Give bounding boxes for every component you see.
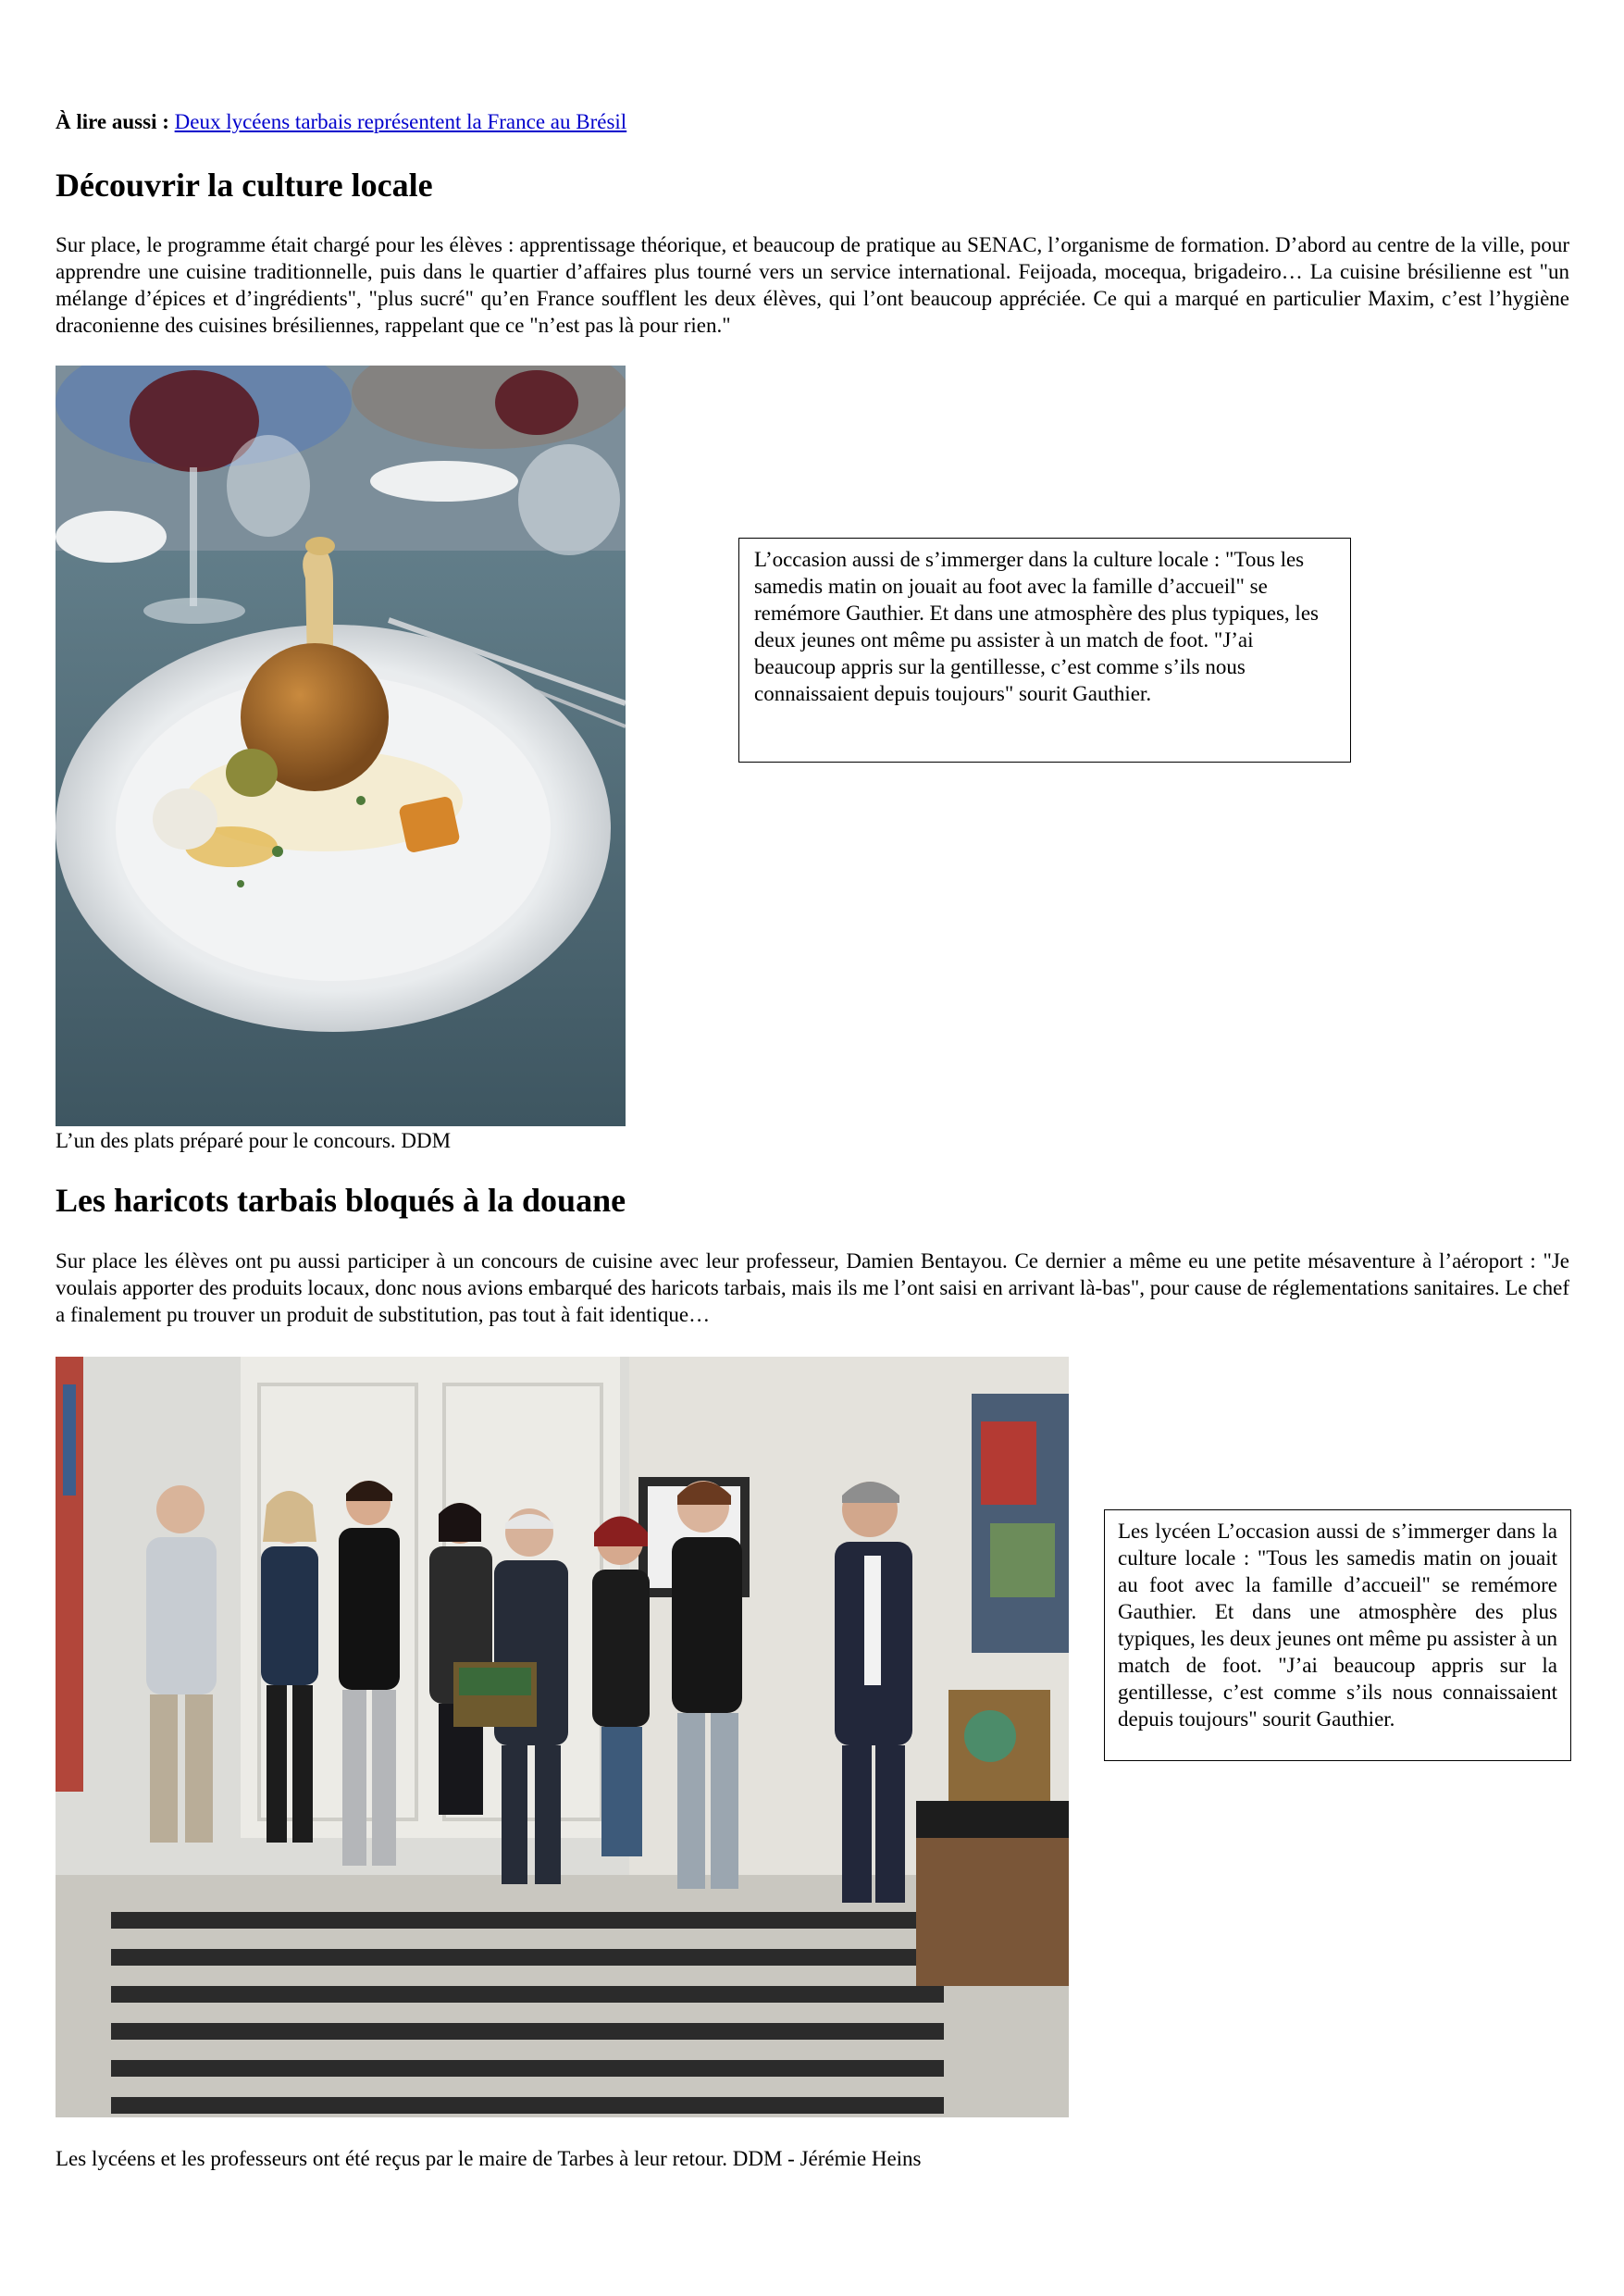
quote-box-lyceens-text: Les lycéen L’occasion aussi de s’immerger dans la culture locale : "Tous les samedis matin on jouait au foot avec la famille d’accueil" se remémore Gauthier. Et dans une atmosphère des plus typiques, les deux jeunes ont même pu assister à un match de foot. "J’ai beaucoup appris sur la gentillesse, c’est comme s’ils nous connaissaient depuis toujours" sourit Gauthier.	[1118, 1520, 1557, 1731]
dish-photo	[56, 366, 626, 1126]
quote-box-immersion	[738, 538, 1351, 763]
section-heading-culture: Découvrir la culture locale	[56, 167, 433, 204]
quote-box-lyceens	[1104, 1509, 1571, 1761]
read-also	[56, 108, 1573, 136]
section-paragraph-haricots: Sur place les élèves ont pu aussi participer à un concours de cuisine avec leur professeur, Damien Bentayou. Ce dernier a même eu une petite mésaventure à l’aéroport : "Je voulais apporter des produits locaux, donc nous avions embarqué des haricots tarbais, mais ils me l’ont saisi en arrivant là-bas", pour cause de réglementations sanitaires. Le chef a finalement pu trouver un produit de substitution, pas tout à fait identique…	[56, 1249, 1569, 1326]
section-heading-haricots: Les haricots tarbais bloqués à la douane	[56, 1182, 626, 1219]
group-photo	[56, 1357, 1069, 2117]
quote-box-immersion-text: L’occasion aussi de s’immerger dans la culture locale : "Tous les samedis matin on jouait au foot avec la famille d’accueil" se remémore Gauthier. Et dans une atmosphère des plus typiques, les deux jeunes ont même pu assister à un match de foot. "J’ai beaucoup appris sur la gentillesse, c’est comme s’ils nous connaissaient depuis toujours" sourit Gauthier.	[754, 548, 1319, 705]
dish-photo-caption: L’un des plats préparé pour le concours. DDM	[56, 1129, 452, 1152]
read-also-label: À lire aussi :	[56, 110, 169, 133]
section-paragraph-culture: Sur place, le programme était chargé pour les élèves : apprentissage théorique, et beaucoup de pratique au SENAC, l’organisme de formation. D’abord au centre de la ville, pour apprendre une cuisine traditionnelle, puis dans le quartier d’affaires plus tourné vers un service international. Feijoada, mocequa, brigadeiro… La cuisine brésilienne est "un mélange d’épices et d’ingrédients", "plus sucré" qu’en France soufflent les deux élèves, qui l’ont beaucoup appréciée. Ce qui a marqué en particulier Maxim, c’est l’hygiène draconienne des cuisines brésiliennes, rappelant que ce "n’est pas là pour rien."	[56, 233, 1569, 337]
group-photo-caption: Les lycéens et les professeurs ont été reçus par le maire de Tarbes à leur retour. DDM - Jérémie Heins	[56, 2147, 922, 2170]
read-also-link[interactable]: Deux lycéens tarbais représentent la France au Brésil	[174, 110, 627, 133]
